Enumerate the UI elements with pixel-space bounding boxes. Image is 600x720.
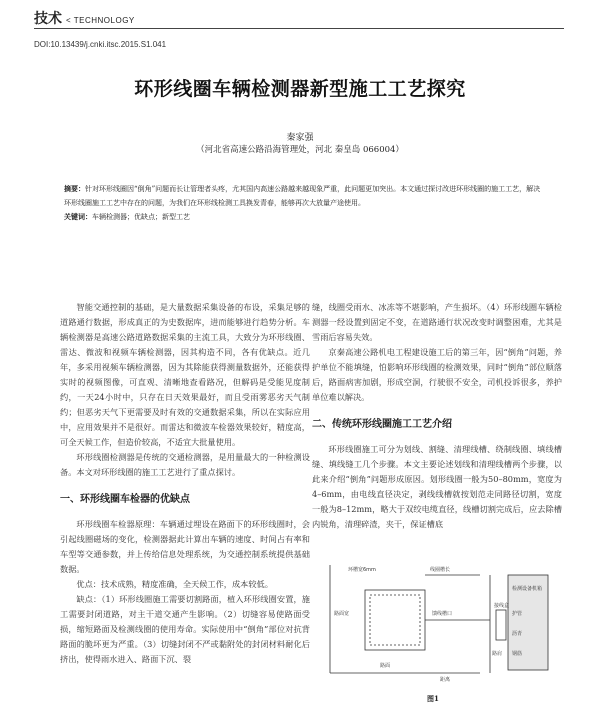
paragraph: 环形线圈车检器原理：车辆通过埋设在路面下的环形线圈时，会引起线圈磁场的变化，检测器据此计算出车辆的速度、时间占有率和车型等交通参数，并上传给信息处理系统，为交通控制系统提供基础数据。 — [60, 519, 310, 574]
label-curb: 路肩 — [492, 651, 503, 657]
loop-outline — [365, 590, 425, 650]
paper-title: 环形线圈车辆检测器新型施工工艺探究 — [134, 78, 466, 100]
section-label-en: < TECHNOLOGY — [66, 16, 135, 25]
keywords-text: 车辆检测器；优缺点；新型工艺 — [92, 213, 190, 221]
label-pipe: 护管 — [512, 611, 523, 617]
label-road: 路面 — [380, 663, 391, 669]
author: 秦家强 — [286, 133, 314, 143]
abstract-text: 针对环形线圈因“倒角”问题而长让管理者头疼，尤其国内高速公路越来越现象严重，此问题更加突出。本文通过探讨改进环形线圈的施工工艺，解决环形线圈施工工艺中存在的问题，为我们在环形线检测工具换发青春，能够再次大放量产途使用。 — [64, 185, 541, 207]
left-column — [60, 300, 310, 667]
section-heading: 二、传统环形线圈施工工艺介绍 — [312, 419, 452, 430]
paragraph: 缺点：（1）环形线圈施工需要切割路面，植入环形线圈安置，施工需要封闭道路，对主干道交通产生影响。（2）切缝容易使路面受损，缩短路面及检测线圈的使用寿命。实际使用中“倒角”部位对抗背路面的脆坏更为严重。（3）切缝封闭不严或黏附处的封闭材料耐化后挤出，使得雨水进入、路面下沉、裂 — [60, 594, 310, 664]
label-cable: 接线盒 — [494, 603, 510, 609]
paragraph: 环形线圈施工可分为划线、割缝、清理线槽、绕制线圈、填线槽缝、填线缝工几个步骤。本文主要论述划线和清理线槽两个步骤，以此来介绍“倒角”问题形成原因。划形线圈一般为50–80mm，宽度为4–6mm，由电线直径决定，剥线线槽就按划范走同路径切割，宽度一般为8–12mm，略大于双绞电缆直径，线槽切割完成后，应去除槽内锐角，清理碎渣，夹干，保证槽底 — [312, 444, 562, 529]
label-loop-width: 环槽宽6mm — [348, 567, 376, 573]
paragraph: 优点：技术成熟，精度准确，全天候工作，成本较低。 — [76, 579, 273, 589]
right-column — [312, 300, 562, 532]
abstract-label: 摘要： — [64, 185, 85, 193]
label-loop-line: 线圈槽长 — [430, 567, 451, 573]
loop-inner — [370, 595, 420, 645]
cable-box — [496, 610, 506, 640]
label-detector: 检测设备机箱 — [512, 586, 543, 592]
paragraph: 京秦高速公路机电工程建设施工后的第三年，因“倒角”问题，养护单位不能填缝，怕影响环形线圈的检测效果，同时“倒角”部位顺落后，路面病害加剧，形成空洞，行驶很不安全，司机投诉很多，养护单位难以解决。 — [312, 347, 562, 402]
label-lead-groove: 馈线槽口 — [432, 611, 453, 617]
label-dim2: 距离 — [440, 677, 451, 683]
doi: DOI:10.13439/j.cnki.itsc.2015.S1.041 — [34, 40, 167, 49]
keywords-label: 关键词： — [64, 213, 92, 221]
label-gravel: 沥青 — [512, 631, 523, 637]
keywords — [64, 212, 546, 222]
figure-1-diagram — [320, 555, 564, 685]
paragraph: 智能交通控制的基础，是大量数据采集设备的布设，采集足够的道路通行数据，形成真正的为史数据库，进而能够进行趋势分析。车辆检测器是高速公路道路数据采集的主流工具，大致分为环形线圈、雷达、微波和视频车辆检测器，因其构造不同，各有优缺点。近几年，多采用视频车辆检测器，因为其除能获得测量数据外，还能获得实时的视频图像，可直观、清晰地查看路况，但解码是受能见度制约，一天24小时中，只存在日天效果最好，而且受雨雾恶劣天气制约；但恶劣天气下更需要及时有效的交通数据采集，所以在实际应用中，应用效果并不是很好。而雷达和微波车检器效果较好，精度高，可全天候工作，但造价较高，不适宜大批量使用。 — [60, 302, 310, 447]
label-dim1: 路面宽 — [334, 611, 350, 617]
figure-caption: 图1 — [427, 694, 439, 703]
abstract — [64, 182, 546, 210]
paragraph: 缝，线圈受雨水、冰冻等不堪影响，产生损坏。（4）环形线圈车辆检测器一经设置到固定不变，在道路通行状况改变时调整困难，尤其是雪雨后容易失效。 — [312, 302, 562, 342]
section-label: 技术 — [34, 11, 62, 27]
section-heading: 一、环形线圈车检器的优缺点 — [60, 494, 190, 505]
affiliation: （河北省高速公路沿海管理处，河北 秦皇岛 066004） — [196, 145, 404, 155]
header-rule — [34, 28, 564, 29]
journal-header — [34, 8, 135, 28]
paragraph: 环形线圈检测器是传统的交通检测器，是用量最大的一种检测设备。本文对环形线圈的施工工艺进行了重点探讨。 — [60, 452, 310, 477]
label-tie: 钢筋 — [512, 651, 523, 657]
